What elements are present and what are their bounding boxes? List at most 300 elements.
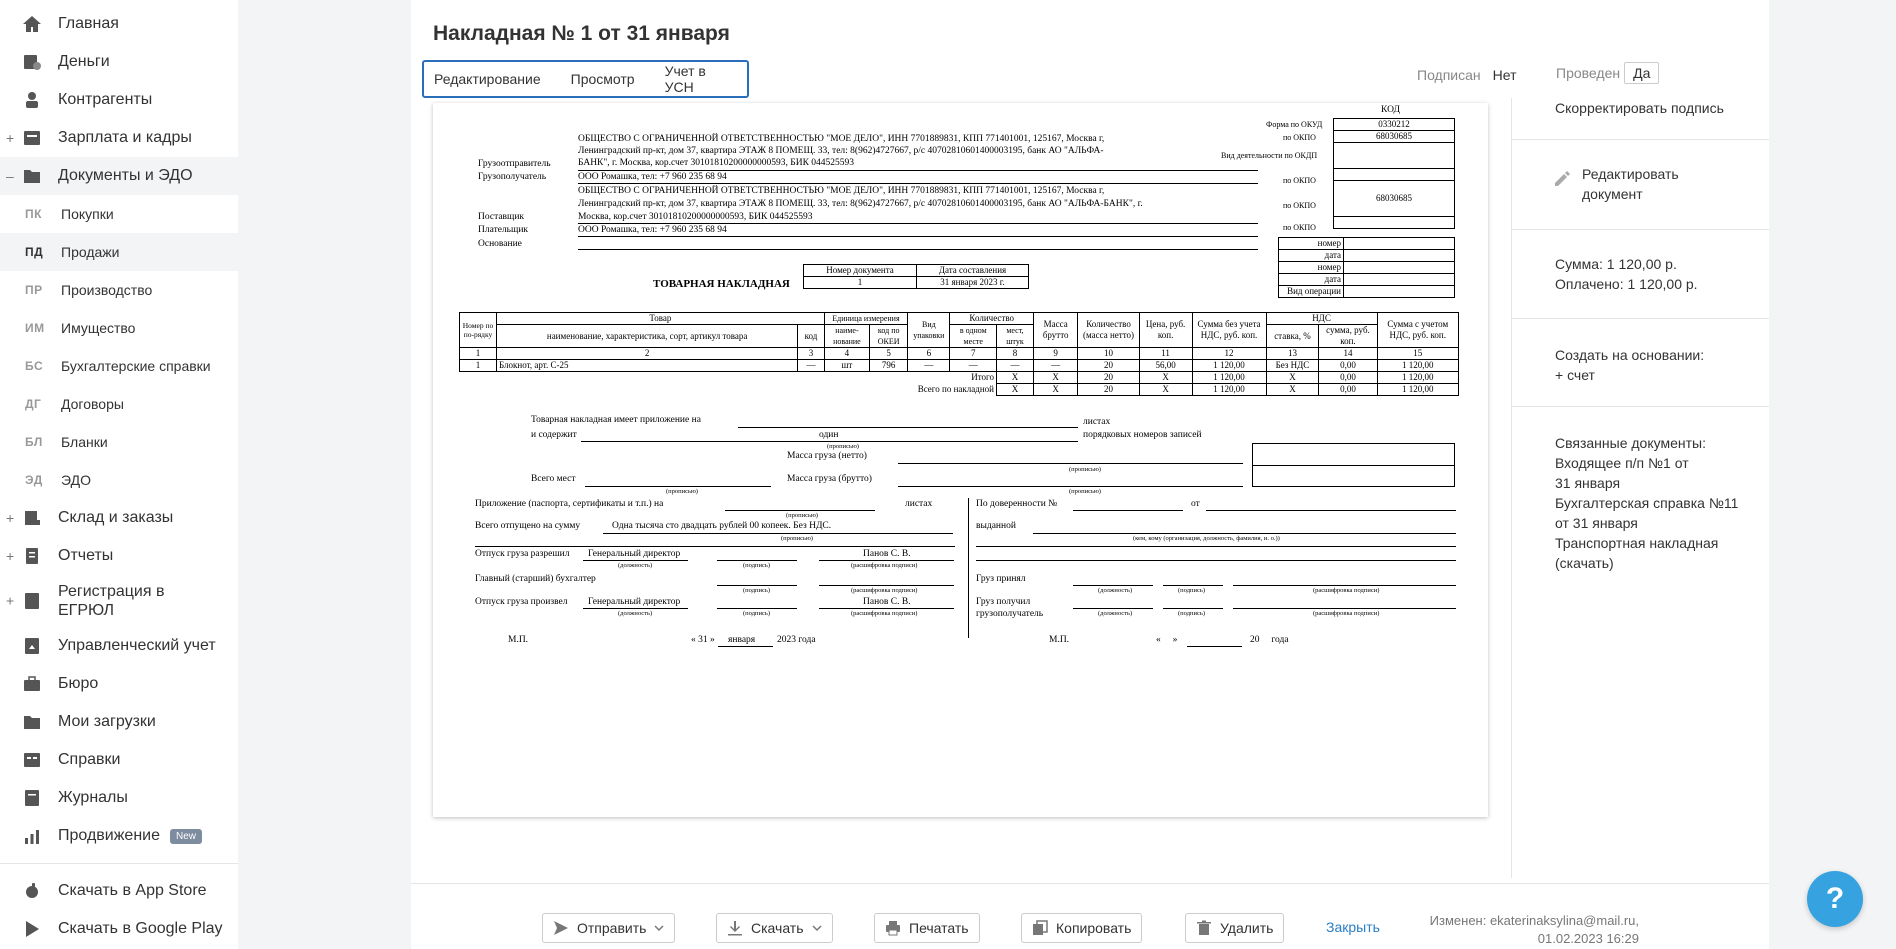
nav-label: Зарплата и кадры — [58, 129, 192, 146]
mp-left: М.П. — [508, 635, 529, 645]
cell: X — [996, 384, 1033, 396]
cell: X — [1266, 384, 1319, 396]
itogo-row — [460, 372, 1459, 384]
create-based-block — [1512, 319, 1769, 407]
cell: — — [798, 360, 824, 372]
th-pack: Вид упаковки — [908, 313, 950, 348]
cell: X — [1266, 372, 1319, 384]
subnav-label: ЭДО — [61, 472, 91, 488]
mp-right: М.П. — [1049, 635, 1070, 645]
okpo-label-3: по ОКПО — [1283, 201, 1316, 210]
subnav-purchases[interactable] — [0, 195, 238, 233]
cell: шт — [824, 360, 869, 372]
listov-label: листах — [1083, 417, 1111, 427]
edit-doc-line1: Редактировать — [1582, 166, 1679, 182]
cell: 20 — [1078, 372, 1139, 384]
rassh-hint-3: (расшифровка подписи) — [851, 610, 918, 617]
subnav-label: Производство — [61, 282, 153, 298]
related3-line2: (скачать) — [1555, 555, 1614, 571]
subnav-label: Продажи — [61, 244, 120, 260]
col-num: 10 — [1078, 348, 1139, 360]
related-doc-accounting[interactable] — [1555, 493, 1769, 533]
right-panel — [1511, 98, 1769, 878]
subnav-production[interactable] — [0, 271, 238, 309]
otp-proizvel-name: Панов С. В. — [863, 597, 911, 607]
supplier-line3: Москва, кор.счет 30101810200000000593, БИК 044525593 — [578, 212, 813, 222]
cell: — — [950, 360, 997, 372]
podpis-hint-2: (подпись) — [743, 587, 770, 594]
cell: 0,00 — [1319, 384, 1377, 396]
vid-oper-label: Вид операции — [1279, 286, 1344, 298]
nav-label: Деньги — [58, 53, 110, 70]
appendix-text: Товарная накладная имеет приложение на — [531, 415, 701, 425]
subnav-edo[interactable] — [0, 461, 238, 499]
action-footer — [411, 883, 1769, 949]
cell: — — [996, 360, 1033, 372]
cell: 0,00 — [1319, 360, 1377, 372]
related-title: Связанные документы: — [1555, 435, 1706, 451]
gruz-poluchil-label: Груз получил — [976, 597, 1031, 607]
sums-block — [1512, 230, 1769, 319]
col-num: 2 — [497, 348, 798, 360]
th-places: мест, штук — [996, 325, 1033, 348]
sidebar-divider — [0, 863, 238, 864]
delete-button[interactable] — [1185, 913, 1284, 943]
records-label: порядковых номеров записей — [1083, 430, 1202, 440]
subnav-label: Покупки — [61, 206, 114, 222]
doc-date-label: Дата составления — [917, 265, 1029, 277]
col-num: 5 — [870, 348, 908, 360]
related2-line1: Бухгалтерская справка №11 — [1555, 495, 1739, 511]
posted-label: Проведен — [1556, 65, 1621, 81]
basis-label: Основание — [478, 239, 522, 249]
th-unit-name: наиме-нование — [824, 325, 869, 348]
th-okei: код по ОКЕИ — [870, 325, 908, 348]
nav-label: Бюро — [58, 675, 99, 692]
money-icon — [22, 52, 42, 72]
propisyu-hint-4: (прописью) — [1069, 488, 1101, 495]
gruz-prinyal-label: Груз принял — [976, 574, 1026, 584]
expand-toggle[interactable]: + — [6, 130, 15, 146]
cell: — — [908, 360, 950, 372]
copy-label: Копировать — [1056, 920, 1132, 936]
doc-date-value: 31 января 2023 г. — [917, 277, 1029, 289]
otp-proizvel-position: Генеральный директор — [588, 597, 681, 607]
subnav-label: Бухгалтерские справки — [61, 358, 211, 374]
org-line3: БАНК", г. Москва, кор.счет 30101810200000000593, БИК 044525593 — [578, 158, 855, 168]
expand-toggle[interactable]: + — [6, 510, 15, 526]
tab-usn[interactable]: Учет в УСН — [664, 63, 706, 95]
doc-number-table — [803, 264, 1029, 289]
podpis-hint-4: (подпись) — [1178, 587, 1205, 594]
consignee-label: Грузополучатель — [478, 172, 547, 182]
paid-text: Оплачено: 1 120,00 р. — [1555, 276, 1698, 292]
promotion-icon — [22, 826, 42, 846]
nomer-label-2: номер — [1279, 262, 1344, 274]
nav-google-play[interactable] — [0, 910, 238, 948]
nav-app-store[interactable] — [0, 872, 238, 910]
mass-box — [1252, 443, 1455, 487]
collapse-toggle[interactable]: – — [6, 168, 14, 184]
rassh-hint-5: (расшифровка подписи) — [1313, 610, 1380, 617]
okud-value: 0330212 — [1334, 119, 1455, 131]
otp-proizvel-label: Отпуск груза произвел — [475, 597, 568, 607]
okpo-label-2: по ОКПО — [1283, 176, 1316, 185]
nav-label: Журналы — [58, 789, 128, 806]
nav-uploads[interactable] — [0, 703, 238, 741]
col-num: 15 — [1377, 348, 1458, 360]
codes-table — [1333, 118, 1455, 229]
doc-num-label: Номер документа — [804, 265, 917, 277]
certificates-icon — [22, 750, 42, 770]
cell: X — [1139, 372, 1192, 384]
okud-label: Форма по ОКУД — [1266, 120, 1323, 129]
related-docs-block — [1512, 407, 1769, 573]
related2-line2: от 31 января — [1555, 515, 1638, 531]
registration-icon — [22, 591, 42, 611]
print-button[interactable] — [874, 913, 980, 943]
rassh-hint: (расшифровка подписи) — [851, 562, 918, 569]
home-icon — [22, 14, 42, 34]
doc-num-value: 1 — [804, 277, 917, 289]
col-num: 7 — [950, 348, 997, 360]
copy-icon — [1032, 920, 1048, 936]
nav-label: Скачать в Google Play — [58, 920, 223, 937]
document-preview — [433, 103, 1488, 817]
related3-line1: Транспортная накладная — [1555, 535, 1719, 551]
edit-document-link[interactable] — [1582, 164, 1679, 204]
copy-button[interactable] — [1021, 913, 1142, 943]
vsego-label: Всего по накладной — [917, 384, 994, 394]
th-tovar: Товар — [497, 313, 825, 325]
bureau-icon — [22, 674, 42, 694]
cell: 20 — [1078, 360, 1139, 372]
subnav-abbr: ЭД — [25, 473, 43, 487]
kem-komu-hint: (кем, кому (организация, должность, фамилия, и. о.)) — [1133, 535, 1280, 542]
org-line2: Ленинградский пр-кт, дом 37, квартира ЭТАЖ 8 ПОМЕЩ. 33, тел: 8(962)4727667, р/с 40702810601400003195, банк АО "АЛЬФА- — [578, 146, 1104, 156]
nav-management[interactable] — [0, 627, 238, 665]
date-right: « » — [1156, 635, 1178, 645]
changed-line1: Изменен: ekaterinaksylina@mail.ru, — [1429, 913, 1639, 928]
changed-line2: 01.02.2023 16:29 — [1537, 931, 1639, 946]
posted-status — [1556, 65, 1659, 81]
chevron-down-icon — [812, 923, 822, 933]
payer-label: Плательщик — [478, 225, 529, 235]
okpo-value: 68030685 — [1334, 131, 1455, 143]
mass-net-label: Масса груза (нетто) — [787, 451, 867, 461]
propisyu-hint-5: (прописью) — [786, 512, 818, 519]
podpis-hint-3: (подпись) — [743, 610, 770, 617]
date-left-year: 2023 года — [777, 635, 816, 645]
cell: 20 — [1078, 384, 1139, 396]
nav-salary[interactable] — [0, 119, 238, 157]
col-num: 1 — [460, 348, 497, 360]
propisyu-hint-6: (прописью) — [781, 535, 813, 542]
cell: X — [1139, 384, 1192, 396]
journals-icon — [22, 788, 42, 808]
gl-buh-label: Главный (старший) бухгалтер — [475, 574, 596, 584]
nav-label: Мои загрузки — [58, 713, 156, 730]
dolzhn-hint-3: (должность) — [1098, 587, 1133, 594]
delete-label: Удалить — [1220, 920, 1274, 936]
cell: — — [1033, 360, 1077, 372]
col-num: 12 — [1192, 348, 1266, 360]
nav-journals[interactable] — [0, 779, 238, 817]
cell: 0,00 — [1319, 372, 1377, 384]
itogo-label: Итого — [971, 372, 994, 383]
listah-label: листах — [905, 499, 933, 509]
related1-line1: Входящее п/п №1 от — [1555, 455, 1689, 471]
otp-razr-name: Панов С. В. — [863, 549, 911, 559]
doc-title: ТОВАРНАЯ НАКЛАДНАЯ — [653, 278, 790, 290]
podpis-hint: (подпись) — [743, 562, 770, 569]
rassh-hint-2: (расшифровка подписи) — [851, 587, 918, 594]
col-num: 8 — [996, 348, 1033, 360]
correct-signature-link[interactable]: Скорректировать подпись — [1555, 100, 1724, 116]
printer-icon — [885, 920, 901, 936]
nav-label: Контрагенты — [58, 91, 153, 108]
gruzopoluch-label: грузополучатель — [976, 609, 1044, 619]
nav-label: Документы и ЭДО — [58, 167, 193, 184]
propisyu-hint: (прописью) — [827, 443, 859, 450]
reports-icon — [22, 546, 42, 566]
cell: X — [1033, 372, 1077, 384]
cell: 1 120,00 — [1192, 372, 1266, 384]
contractors-icon — [22, 90, 42, 110]
edit-doc-line2: документ — [1582, 186, 1643, 202]
subnav-abbr: ИМ — [25, 321, 45, 335]
th-unit: Единица измерения — [824, 313, 908, 325]
cell: 1 120,00 — [1377, 360, 1458, 372]
help-button[interactable]: ? — [1807, 871, 1863, 927]
supplier-line1: ОБЩЕСТВО С ОГРАНИЧЕННОЙ ОТВЕТСТВЕННОСТЬЮ "МОЕ ДЕЛО", ИНН 7701889831, КПП 771401001, 125167, Москва г, — [578, 186, 1105, 196]
records-count: один — [819, 430, 839, 440]
okpo-label: по ОКПО — [1283, 133, 1316, 142]
col-num: 6 — [908, 348, 950, 360]
waybill-document — [433, 103, 1488, 817]
nav-label: Справки — [58, 751, 121, 768]
documents-icon — [22, 166, 42, 186]
th-qty: Количество — [950, 313, 1034, 325]
th-tovar-name: наименование, характеристика, сорт, артикул товара — [497, 325, 798, 348]
po-dover-label: По доверенности № — [976, 499, 1058, 509]
sum-text: Сумма: 1 120,00 р. — [1555, 256, 1677, 272]
nav-label: Склад и заказы — [58, 509, 174, 526]
okdp-label: Вид деятельности по ОКДП — [1221, 151, 1318, 160]
nav-documents[interactable] — [0, 157, 238, 195]
cell: 1 120,00 — [1192, 384, 1266, 396]
subnav-sales[interactable] — [0, 233, 238, 271]
subnav-property[interactable] — [0, 309, 238, 347]
main-content — [411, 0, 1769, 949]
shipper-label: Грузоотправитель — [478, 159, 551, 169]
cell: Без НДС — [1266, 360, 1319, 372]
data-label: дата — [1279, 250, 1344, 262]
changed-info — [1430, 912, 1639, 948]
date-right-year: 20 года — [1250, 635, 1289, 645]
create-based-label: Создать на основании: — [1555, 347, 1705, 363]
basis-codes-table — [1278, 237, 1455, 298]
date-left-day: « 31 » — [691, 635, 715, 645]
podpis-hint-5: (подпись) — [1178, 610, 1205, 617]
rassh-hint-4: (расшифровка подписи) — [1313, 587, 1380, 594]
subnav-label: Имущество — [61, 320, 136, 336]
uploads-icon — [22, 712, 42, 732]
goods-table — [459, 312, 1459, 396]
vydannoy-label: выданной — [976, 521, 1016, 531]
col-num: 13 — [1266, 348, 1319, 360]
nav-money[interactable] — [0, 43, 238, 81]
otp-razr-label: Отпуск груза разрешил — [475, 549, 570, 559]
signed-value: Нет — [1492, 67, 1517, 83]
nav-promotion[interactable] — [0, 817, 238, 855]
okpo-value-2: 68030685 — [1334, 181, 1455, 217]
th-num: Номер по по-рядку — [460, 313, 497, 348]
mass-gross-label: Масса груза (брутто) — [787, 474, 872, 484]
nav-warehouse[interactable] — [0, 499, 238, 537]
otp-razr-position: Генеральный директор — [588, 549, 681, 559]
subnav-label: Договоры — [61, 396, 124, 412]
subnav-contracts[interactable] — [0, 385, 238, 423]
th-rate: ставка, % — [1266, 325, 1319, 348]
vsego-otp-label: Всего отпущено на сумму — [475, 521, 581, 531]
th-vat-sum: сумма, руб. коп. — [1319, 325, 1377, 348]
th-net-qty: Количество (масса нетто) — [1078, 313, 1139, 348]
related-doc-payment[interactable] — [1555, 453, 1769, 493]
posted-toggle[interactable]: Да — [1624, 62, 1659, 84]
table-row — [460, 360, 1459, 372]
sum-words: Одна тысяча сто двадцать рублей 00 копеек. Без НДС. — [612, 521, 832, 531]
view-tabs — [422, 60, 749, 98]
subnav-label: Бланки — [61, 434, 108, 450]
nav-label: Управленческий учет — [58, 637, 216, 654]
cell: 1 120,00 — [1377, 384, 1458, 396]
cell: X — [996, 372, 1033, 384]
dolzhn-hint-2: (должность) — [618, 610, 653, 617]
cell: 56,00 — [1139, 360, 1192, 372]
nav-bureau[interactable] — [0, 665, 238, 703]
download-icon — [727, 920, 743, 936]
col-num: 3 — [798, 348, 824, 360]
subnav-abbr: ДГ — [25, 397, 42, 411]
expand-toggle[interactable]: + — [6, 592, 15, 609]
propisyu-hint-2: (прописью) — [1069, 466, 1101, 473]
th-gross: Масса брутто — [1033, 313, 1077, 348]
apple-icon — [22, 881, 42, 901]
tab-view[interactable]: Просмотр — [570, 71, 635, 87]
cell: Блокнот, арт. С-25 — [497, 360, 798, 372]
supplier-line2: Ленинградский пр-кт, дом 37, квартира ЭТАЖ 8 ПОМЕЩ. 33, тел: 8(962)4727667, р/с 40702810601400003195, банк АО "АЛЬФА-БАНК", г. — [578, 199, 1143, 209]
subnav-forms[interactable] — [0, 423, 238, 461]
subnav-abbr: ПК — [25, 207, 42, 221]
nav-registration[interactable] — [0, 575, 238, 627]
data-label-2: дата — [1279, 274, 1344, 286]
cell: 1 120,00 — [1377, 372, 1458, 384]
send-icon — [553, 920, 569, 936]
consignee-value: ООО Ромашка, тел: +7 960 235 68 94 — [578, 172, 727, 182]
nav-label: Регистрация в ЕГРЮЛ — [58, 583, 165, 619]
subnav-accounting-notes[interactable] — [0, 347, 238, 385]
expand-toggle[interactable]: + — [6, 548, 15, 564]
sidebar — [0, 0, 238, 949]
related1-line2: 31 января — [1555, 475, 1621, 491]
org-line1: ОБЩЕСТВО С ОГРАНИЧЕННОЙ ОТВЕТСТВЕННОСТЬЮ "МОЕ ДЕЛО", ИНН 7701889831, КПП 771401001, 125167, Москва г, — [578, 134, 1105, 144]
nav-contractors[interactable] — [0, 81, 238, 119]
chevron-down-icon — [654, 923, 664, 933]
nav-label: Продвижение — [58, 827, 160, 844]
ot-label: от — [1191, 499, 1200, 509]
subnav-abbr: ПД — [25, 245, 44, 259]
page-title: Накладная № 1 от 31 января — [433, 22, 730, 45]
payer-value: ООО Ромашка, тел: +7 960 235 68 94 — [578, 225, 727, 235]
col-num: 14 — [1319, 348, 1377, 360]
th-price: Цена, руб. коп. — [1139, 313, 1192, 348]
download-button[interactable] — [716, 913, 833, 943]
signed-label: Подписан — [1417, 67, 1481, 83]
nomer-label: номер — [1279, 238, 1344, 250]
cell: X — [1033, 384, 1077, 396]
vsego-mest-label: Всего мест — [531, 474, 576, 484]
col-num: 11 — [1139, 348, 1192, 360]
propisyu-hint-3: (прописью) — [666, 488, 698, 495]
okpo-label-4: по ОКПО — [1283, 223, 1316, 232]
nav-reports[interactable] — [0, 537, 238, 575]
nav-home[interactable] — [0, 5, 238, 43]
print-label: Печатать — [909, 920, 969, 936]
signed-status — [1417, 67, 1516, 83]
related-doc-transport[interactable] — [1555, 533, 1769, 573]
column-numbers-row — [460, 348, 1459, 360]
management-icon — [22, 636, 42, 656]
th-vat: НДС — [1266, 313, 1377, 325]
nav-label: Скачать в App Store — [58, 882, 207, 899]
supplier-label: Поставщик — [478, 212, 525, 222]
correct-signature-block — [1512, 98, 1769, 140]
prilozh-label: Приложение (паспорта, сертификаты и т.п.) на — [475, 499, 664, 509]
cell: 1 — [460, 360, 497, 372]
tab-edit[interactable]: Редактирование — [434, 71, 541, 87]
col-num: 4 — [824, 348, 869, 360]
and-contains: и содержит — [531, 430, 577, 440]
kod-header: КОД — [1381, 105, 1400, 115]
col-num: 9 — [1033, 348, 1077, 360]
th-kod: код — [798, 325, 824, 348]
trash-icon — [1196, 920, 1212, 936]
cell: 796 — [870, 360, 908, 372]
date-left-month: января — [728, 635, 756, 645]
subnav-abbr: ПР — [25, 283, 43, 297]
nav-label: Отчеты — [58, 547, 114, 564]
vsego-row — [460, 384, 1459, 396]
th-sum-novat: Сумма без учета НДС, руб. коп. — [1192, 313, 1266, 348]
warehouse-icon — [22, 508, 42, 528]
google-play-icon — [22, 919, 42, 939]
send-button[interactable] — [542, 913, 675, 943]
salary-icon — [22, 128, 42, 148]
download-label: Скачать — [751, 920, 804, 936]
create-invoice-link[interactable]: + счет — [1555, 367, 1595, 383]
dolzhn-hint-4: (должность) — [1098, 610, 1133, 617]
edit-document-block[interactable] — [1512, 140, 1769, 230]
close-link[interactable]: Закрыть — [1326, 919, 1380, 935]
nav-certificates[interactable] — [0, 741, 238, 779]
pencil-icon — [1552, 169, 1572, 194]
th-sum-vat: Сумма с учетом НДС, руб. коп. — [1377, 313, 1458, 348]
subnav-abbr: БЛ — [25, 435, 43, 449]
subnav-abbr: БС — [25, 359, 44, 373]
nav-label: Главная — [58, 15, 119, 32]
dolzhn-hint: (должность) — [618, 562, 653, 569]
